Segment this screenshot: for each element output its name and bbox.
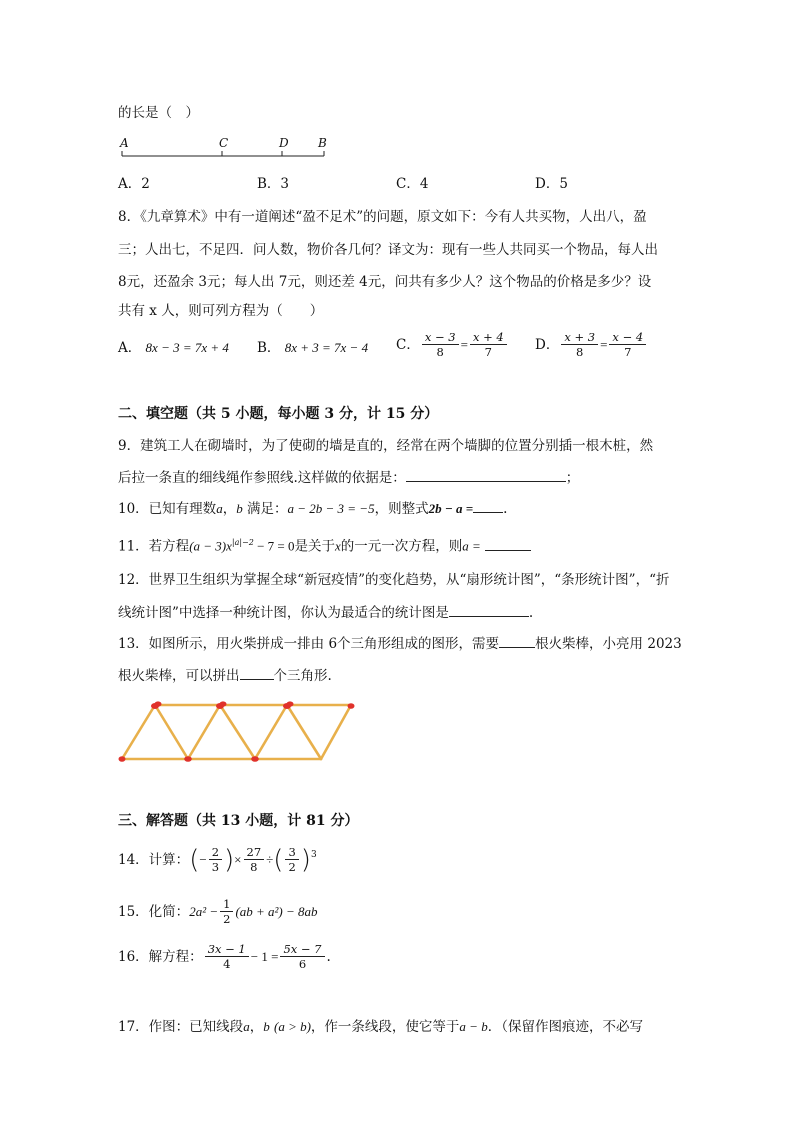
q17-line: 17．作图：已知线段a，b (a > b)，作一条线段，使它等于a − b．（保留作图痕迹，不必写 <box>118 1019 643 1035</box>
q7-option-c: C．4 <box>396 176 429 192</box>
q8-option-a: A． 8x − 3 = 7x + 4 <box>118 340 229 356</box>
q10-blank[interactable] <box>473 498 503 513</box>
section-3-title: 三、解答题（共 13 小题，计 81 分） <box>118 813 359 829</box>
q13-blank-2[interactable] <box>240 665 274 680</box>
q7-option-b: B．3 <box>257 176 290 192</box>
point-c-label: C <box>219 136 229 150</box>
section-2-title: 二、填空题（共 5 小题，每小题 3 分，计 15 分） <box>118 406 439 422</box>
q8-option-d: D． $\frac{x + 3}{8}$ = $\frac{x - 4}{7}$ <box>535 330 648 359</box>
q8-option-b: B． 8x + 3 = 7x − 4 <box>257 340 369 356</box>
q14-line: 14．计算： ( − $\frac{2}{3}$ ) × $\frac{27}{8}$ ÷ ( $\frac{3}{2}$ ) $^3$ <box>118 844 317 875</box>
q12-blank[interactable] <box>449 602 529 617</box>
q7-option-a: A．2 <box>118 176 150 192</box>
q16-line: 16．解方程： $\frac{3x - 1}{4}$ − 1 = $\frac{5x - 7}{6}$ . <box>118 942 331 971</box>
q13-blank-1[interactable] <box>499 633 535 648</box>
matchstick-triangles-figure <box>115 698 360 768</box>
point-b-label: B <box>318 136 327 150</box>
q7-option-d: D．5 <box>535 176 568 192</box>
q13-line2: 根火柴棒，可以拼出 个三角形. <box>118 665 332 686</box>
q8-option-c: C． $\frac{x - 3}{8}$ = $\frac{x + 4}{7}$ <box>396 330 509 359</box>
q8-line1: 8．《九章算术》中有一道阐述“盈不足术”的问题，原文如下：今有人共买物，人出八，盈 <box>118 209 647 225</box>
matchsticks <box>122 705 351 759</box>
q9-blank[interactable] <box>406 467 566 482</box>
q10-line: 10．已知有理数a，b 满足：a − 2b − 3 = −5，则整式2b − a = . <box>118 498 507 519</box>
q15-line: 15．化简： 2a² − $\frac{1}{2}$ (ab + a²) − 8ab <box>118 897 318 926</box>
q13-line1: 13．如图所示，用火柴拼成一排由 6个三角形组成的图形，需要 根火柴棒，小亮用 2023 <box>118 633 682 654</box>
segment-acdb-figure <box>118 148 330 160</box>
point-d-label: D <box>279 136 289 150</box>
q9-line1: 9．建筑工人在砌墙时，为了使砌的墙是直的，经常在两个墙脚的位置分别插一根木桩，然 <box>118 438 654 454</box>
q11-blank[interactable] <box>485 536 531 551</box>
point-a-label: A <box>120 136 129 150</box>
q8-line2: 三；人出七，不足四．问人数，物价各几何？译文为：现有一些人共同买一个物品，每人出 <box>118 242 658 258</box>
q8-line3: 8元，还盈余 3元；每人出 7元，则还差 4元，问共有多少人？这个物品的价格是多少？设 <box>118 274 652 290</box>
q9-line2: 后拉一条直的细线绳作参照线.这样做的依据是： ； <box>118 467 579 488</box>
q12-line2: 线统计图”中选择一种统计图，你认为最适合的统计图是 . <box>118 602 533 623</box>
q12-line1: 12．世界卫生组织为掌握全球“新冠疫情”的变化趋势，从“扇形统计图”，“条形统计图”，“折 <box>118 572 670 588</box>
q8-line4: 共有 x 人，则可列方程为（ ） <box>118 303 324 319</box>
q7-stem: 的长是（ ） <box>118 105 199 121</box>
q11-line: 11．若方程$(a - 3)x^{|a|-2} - 7 = 0$是关于x的一元一次方程，则a = <box>118 533 531 557</box>
